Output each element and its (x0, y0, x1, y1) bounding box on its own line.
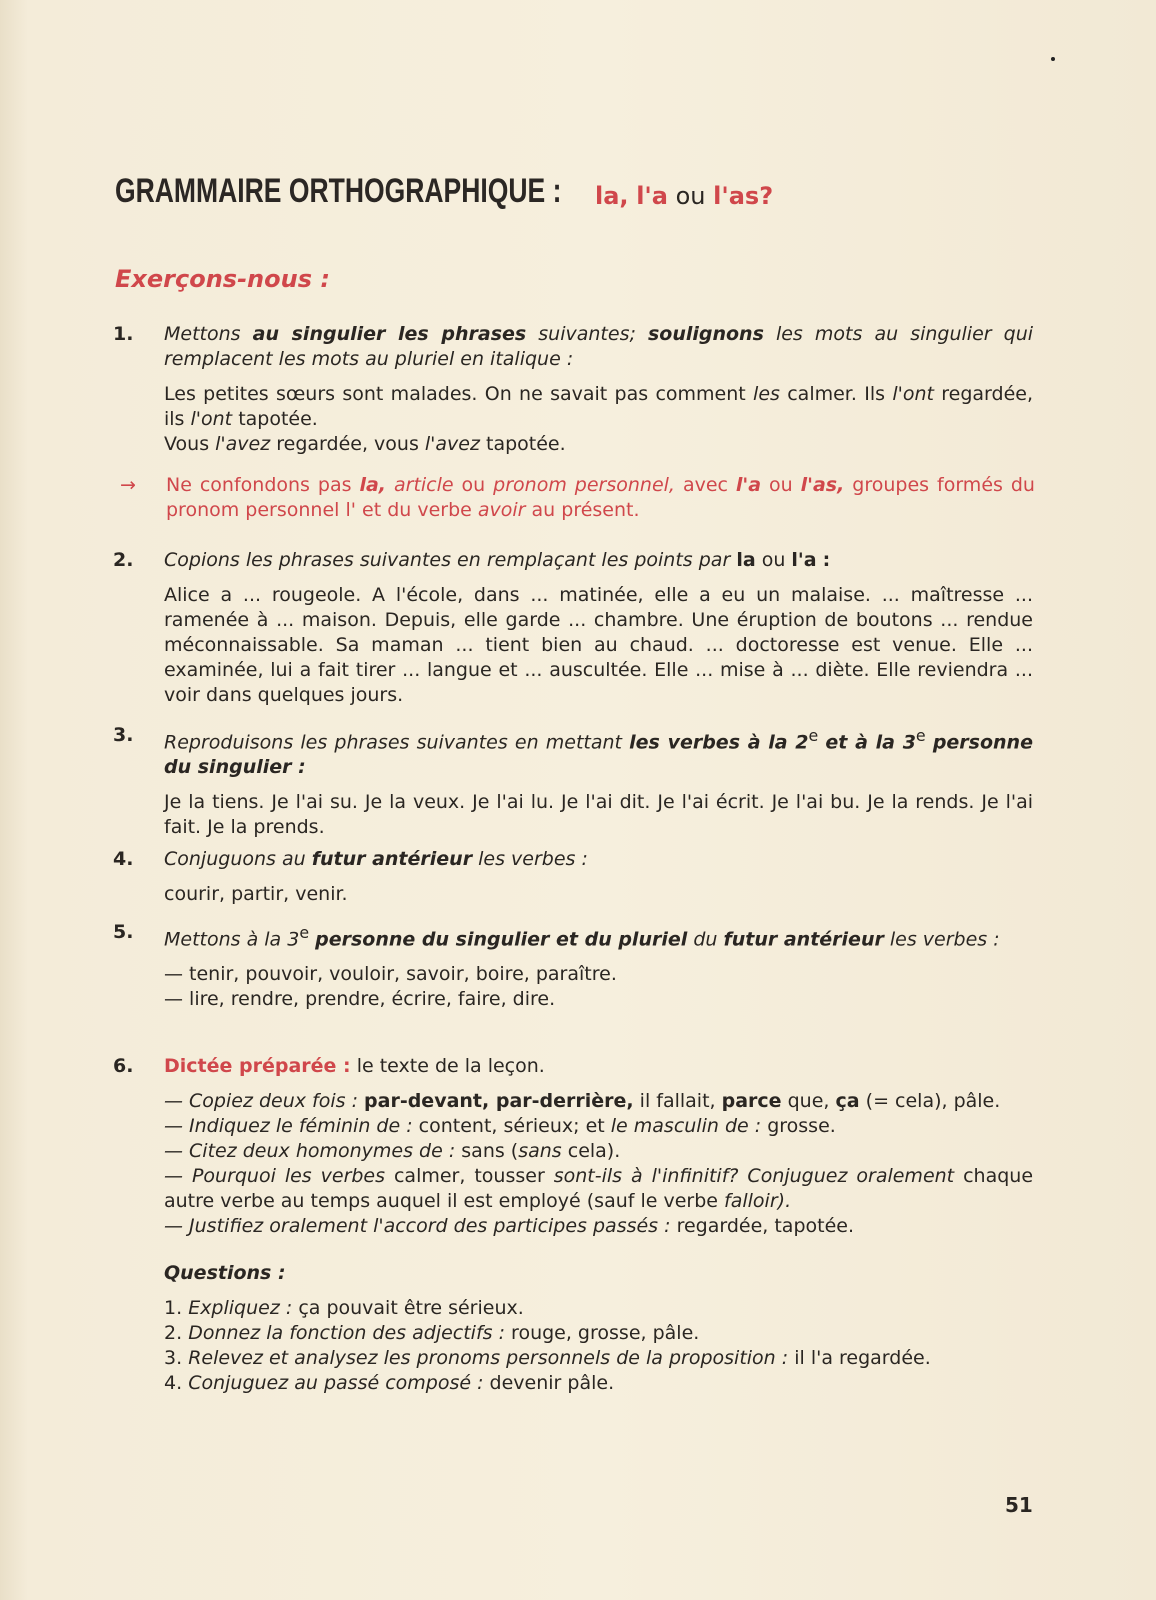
dictation-heading (164, 1054, 1033, 1079)
title-main: GRAMMAIRE ORTHOGRAPHIQUE : (115, 172, 562, 210)
exercise-number: 4. (113, 848, 134, 870)
question-number: 4. (164, 1372, 183, 1394)
question-text: il l'a regardée. (794, 1347, 931, 1369)
verb-list: — lire, rendre, prendre, écrire, faire, dire. (164, 988, 556, 1011)
title-ou: ou (675, 182, 706, 210)
instr-bold: l'a (791, 549, 817, 571)
instr-bold: les verbes à la 2 (629, 731, 809, 754)
instr-bold: futur antérieur (311, 848, 473, 870)
instr-bold: personne du singulier : (164, 731, 1033, 779)
instr-text: : (822, 549, 831, 571)
text-run: regardée, vous (276, 433, 419, 455)
dictation-title: Dictée préparée : (164, 1055, 351, 1077)
exercise-4 (113, 847, 1033, 907)
question-number: 2. (164, 1322, 183, 1344)
text-run: cela). (567, 1140, 621, 1162)
question-number: 3. (164, 1347, 183, 1369)
text-run: il fallait, (639, 1090, 716, 1112)
question-text: Conjuguez au passé composé : (188, 1372, 484, 1394)
exercise-6 (113, 1054, 1033, 1396)
question-text: ça pouvait être sérieux. (298, 1297, 524, 1319)
note-run: avoir (477, 499, 526, 521)
text-run: l'ont (190, 408, 233, 430)
instr-text: Mettons (164, 323, 241, 345)
text-run: — Pourquoi les verbes (164, 1165, 386, 1187)
dictation-line (164, 1214, 1033, 1239)
instr-text: Copions les phrases suivantes en remplaçant les points par (164, 549, 731, 571)
instr-bold: futur antérieur (723, 928, 884, 951)
dictation-line (164, 1164, 1033, 1214)
exercise-text: courir, partir, venir. (164, 883, 348, 905)
text-run: — Citez deux homonymes de : (164, 1140, 456, 1162)
text-run: tapotée. (486, 433, 566, 455)
question-item (164, 1321, 1033, 1346)
text-run: regardée, ils (164, 383, 1033, 430)
text-run: Les petites sœurs sont malades. On ne savait pas comment (164, 383, 746, 405)
note-run: la, (359, 474, 387, 496)
text-run: — Justifiez oralement l'accord des participes passés : (164, 1215, 671, 1237)
exercise-instruction (164, 723, 1033, 780)
note-run: avec (682, 474, 728, 496)
text-run: sans ( (461, 1140, 519, 1162)
superscript: e (808, 726, 819, 745)
note-run: article (393, 474, 454, 496)
instr-text: Mettons à la 3 (164, 928, 300, 951)
title-la: la, (595, 182, 629, 210)
note-run: l'a (735, 474, 762, 496)
text-run: sont-ils à l'infinitif? Conjuguez oralement (553, 1165, 955, 1187)
text-run: — Indiquez le féminin de : (164, 1115, 413, 1137)
instr-text: Reproduisons les phrases suivantes en mettant (164, 731, 622, 754)
note-run: au présent. (531, 499, 640, 521)
text-run: Vous (164, 433, 210, 455)
instr-text: du (693, 928, 718, 951)
exercise-5 (113, 920, 1033, 1012)
dictation-line (164, 1139, 1033, 1164)
text-run: l'avez (424, 433, 480, 455)
dictation-line (164, 1089, 1033, 1114)
questions-heading: Questions : (164, 1262, 286, 1284)
question-text: Expliquez : (188, 1297, 293, 1319)
question-text: Relevez et analysez les pronoms personnels de la proposition : (188, 1347, 789, 1369)
note-run: Ne confondons pas (166, 474, 352, 496)
text-run: grosse. (767, 1115, 836, 1137)
instr-bold: la (736, 549, 756, 571)
exercise-instruction (164, 548, 1033, 573)
instr-bold: et à la 3 (825, 731, 916, 754)
ink-speck (1051, 57, 1055, 61)
instr-text: Conjuguons au (164, 848, 306, 870)
instr-text: suivantes; (538, 323, 636, 345)
questions-block (164, 1261, 1033, 1396)
instr-text: les verbes : (478, 848, 588, 870)
text-run: sans (518, 1140, 562, 1162)
instr-bold: personne du singulier et du pluriel (315, 928, 688, 951)
page-number: 51 (1005, 1493, 1033, 1517)
verb-list: — tenir, pouvoir, vouloir, savoir, boire, paraître. (164, 963, 617, 986)
superscript: e (915, 726, 926, 745)
instr-text: les mots au singulier qui remplacent les mots au pluriel en italique : (164, 323, 1034, 370)
text-run: — Copiez deux fois : (164, 1090, 358, 1112)
text-run: tapotée. (238, 408, 318, 430)
note-run: l'as, (800, 474, 845, 496)
text-run: calmer, tousser (393, 1165, 545, 1187)
question-item (164, 1371, 1033, 1396)
instr-bold: soulignons (647, 323, 764, 345)
exercise-number: 2. (113, 549, 134, 571)
dictation-subtitle: le texte de la leçon. (356, 1055, 545, 1077)
exercise-3 (113, 723, 1033, 840)
note-text (166, 473, 1035, 523)
exercise-instruction (164, 920, 1033, 952)
exercise-instruction (164, 847, 1033, 872)
text-run: l'avez (215, 433, 271, 455)
note-run: ou (461, 474, 486, 496)
exercise-number: 3. (113, 724, 134, 746)
text-run: que, (787, 1090, 830, 1112)
superscript: e (299, 923, 310, 942)
exercise-2 (113, 548, 1033, 708)
text-run: les (753, 383, 780, 405)
instr-bold: au singulier les phrases (252, 323, 527, 345)
title-l-a: l'a (636, 182, 668, 210)
question-text: Donnez la fonction des adjectifs : (188, 1322, 505, 1344)
instr-text: ou (761, 549, 786, 571)
title-l-as: l'as? (713, 182, 774, 210)
question-item (164, 1346, 1033, 1371)
text-run: par-devant, par-derrière, (364, 1090, 634, 1112)
exercise-instruction (164, 322, 1033, 372)
text-run: (= cela), pâle. (865, 1090, 1001, 1112)
question-item (164, 1296, 1033, 1321)
exercise-text (164, 962, 1033, 1012)
exercise-1 (113, 322, 1033, 457)
text-run: l'ont (892, 383, 934, 405)
exercise-text: Alice a ... rougeole. A l'école, dans ... matinée, elle a eu un malaise. ... maîtresse ... ramenée à ... maison. Depuis, elle garde ... chambre. Une éruption de boutons ... rendue méconnaissable. Sa maman ... tient bien au chaud. ... doctoresse est venue. Elle ... examinée, lui a fait tirer ... langue et ... auscultée. Elle ... mise à ... diète. Elle reviendra ... voir dans quelques jours. (164, 584, 1033, 706)
note-run: ou (769, 474, 793, 496)
note-run: groupes formés du pronom personnel l' et du verbe (166, 474, 1035, 521)
text-run: regardée, tapotée. (676, 1215, 854, 1237)
question-number: 1. (164, 1297, 183, 1319)
rule-note (120, 473, 1035, 523)
exercise-number: 5. (113, 921, 134, 943)
text-run: le masculin de : (610, 1115, 762, 1137)
section-heading: Exerçons-nous : (115, 265, 330, 293)
exercise-number: 6. (113, 1055, 134, 1077)
arrow-icon: → (120, 474, 136, 496)
question-text: devenir pâle. (489, 1372, 615, 1394)
exercise-text: Je la tiens. Je l'ai su. Je la veux. Je l'ai lu. Je l'ai dit. Je l'ai écrit. Je l'ai bu. Je la rends. Je l'ai fait. Je la prends. (164, 791, 1033, 839)
text-run: calmer. Ils (787, 383, 885, 405)
text-run: chaque autre verbe au temps auquel il est employé (sauf le verbe (164, 1165, 1034, 1212)
text-run: falloir). (724, 1190, 792, 1212)
question-text: rouge, grosse, pâle. (511, 1322, 700, 1344)
title-subtitle (595, 182, 773, 210)
text-run: content, sérieux; et (418, 1115, 605, 1137)
note-run: pronom personnel, (493, 474, 675, 496)
text-run: ça (835, 1090, 860, 1112)
exercise-text (164, 382, 1033, 457)
dictation-line (164, 1114, 1033, 1139)
exercise-number: 1. (113, 323, 134, 345)
dictation-instructions (164, 1089, 1033, 1239)
text-run: parce (721, 1090, 782, 1112)
instr-text: les verbes : (889, 928, 1000, 951)
